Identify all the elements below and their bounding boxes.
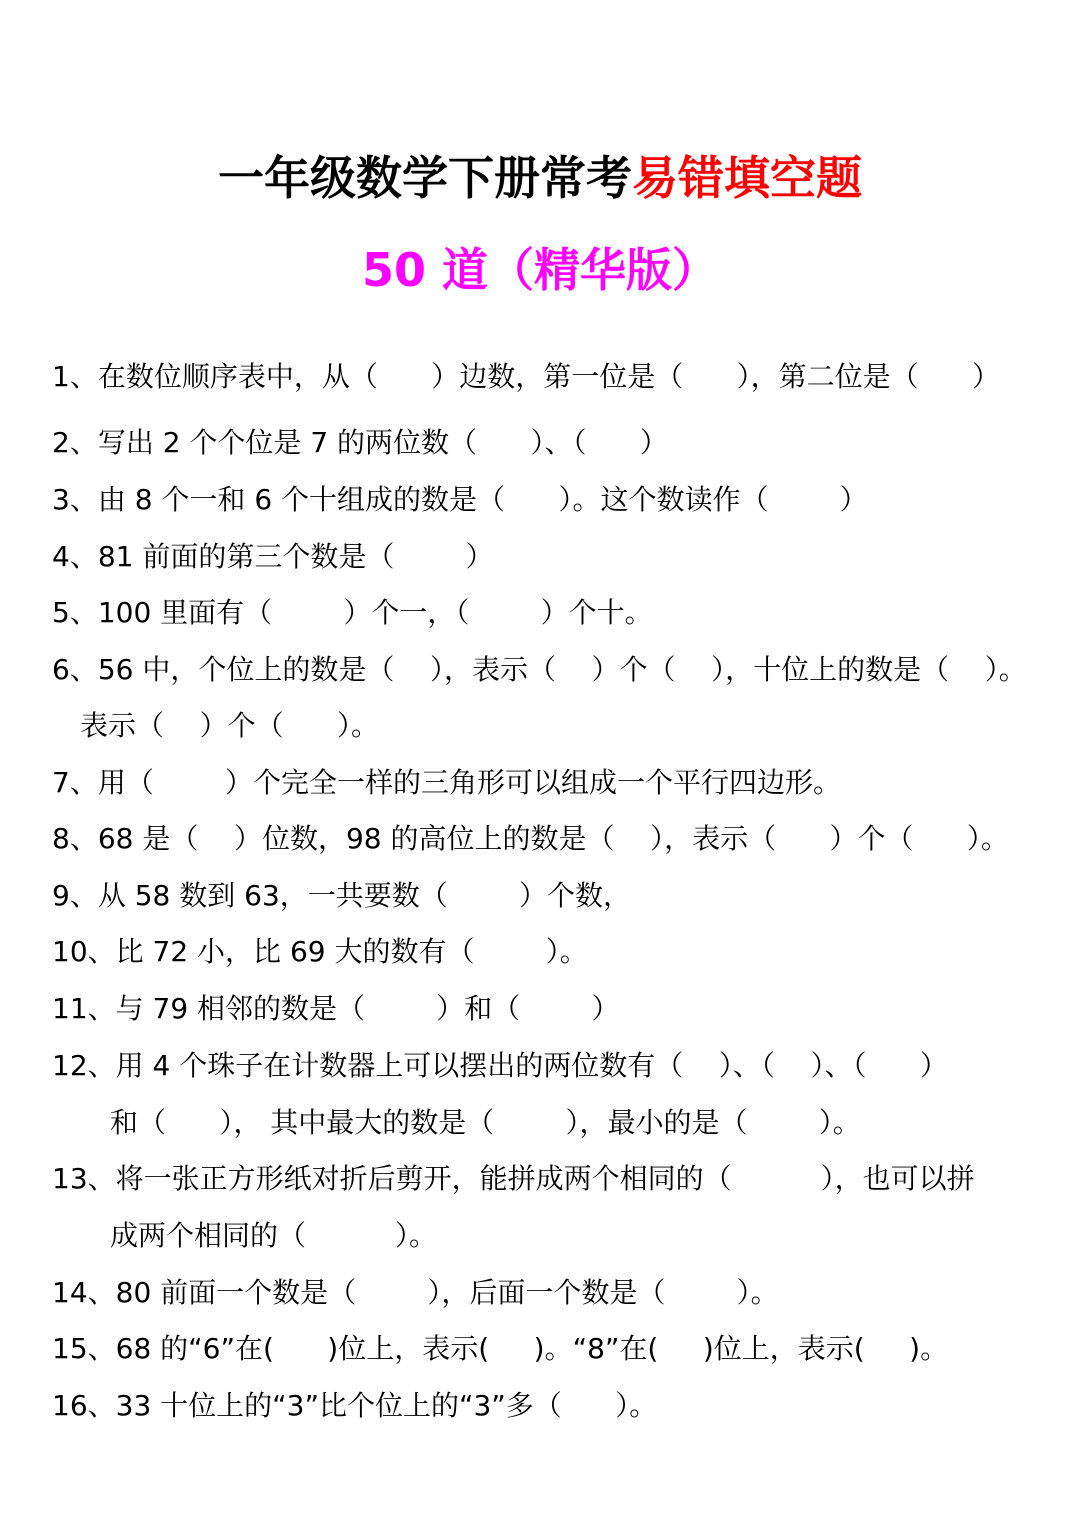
question-10: 10、比 72 小，比 69 大的数有（ ）。 bbox=[52, 935, 588, 968]
question-6: 6、56 中，个位上的数是（ ），表示（ ）个（ ），十位上的数是（ ）。 bbox=[52, 653, 1027, 686]
question-11: 11、与 79 相邻的数是（ ）和（ ） bbox=[52, 992, 620, 1025]
question-2: 2、写出 2 个个位是 7 的两位数（ ）、（ ） bbox=[52, 426, 668, 459]
question-6-continued: 表示（ ）个（ ）。 bbox=[80, 709, 380, 742]
question-15: 15、68 的“6”在( )位上，表示( )。“8”在( )位上，表示( )。 bbox=[52, 1332, 949, 1365]
title-black-part: 一年级数学下册常考 bbox=[218, 151, 632, 205]
question-8: 8、68 是（ ）位数，98 的高位上的数是（ ），表示（ ）个（ ）。 bbox=[52, 822, 1009, 855]
question-9: 9、从 58 数到 63，一共要数（ ）个数， bbox=[52, 879, 631, 912]
question-14: 14、80 前面一个数是（ ），后面一个数是（ ）。 bbox=[52, 1276, 779, 1309]
question-12: 12、用 4 个珠子在计数器上可以摆出的两位数有（ ）、（ ）、（ ） bbox=[52, 1049, 948, 1082]
question-13: 13、将一张正方形纸对折后剪开，能拼成两个相同的（ ），也可以拼 bbox=[52, 1162, 975, 1195]
question-5: 5、100 里面有（ ）个一，（ ）个十。 bbox=[52, 596, 653, 629]
question-13-continued: 成两个相同的（ ）。 bbox=[110, 1219, 438, 1252]
question-3: 3、由 8 个一和 6 个十组成的数是（ ）。这个数读作（ ） bbox=[52, 483, 868, 516]
question-12-continued: 和（ ）， 其中最大的数是（ ），最小的是（ ）。 bbox=[110, 1106, 861, 1139]
title-red-part: 易错填空题 bbox=[632, 151, 862, 205]
question-16: 16、33 十位上的“3”比个位上的“3”多（ ）。 bbox=[52, 1389, 658, 1422]
question-7: 7、用（ ）个完全一样的三角形可以组成一个平行四边形。 bbox=[52, 766, 842, 799]
question-1: 1、在数位顺序表中，从（ ）边数，第一位是（ ），第二位是（ ） bbox=[52, 360, 1001, 393]
question-4: 4、81 前面的第三个数是（ ） bbox=[52, 540, 494, 573]
page-subtitle: 50 道（精华版） bbox=[361, 243, 719, 297]
page-title bbox=[0, 148, 1080, 208]
